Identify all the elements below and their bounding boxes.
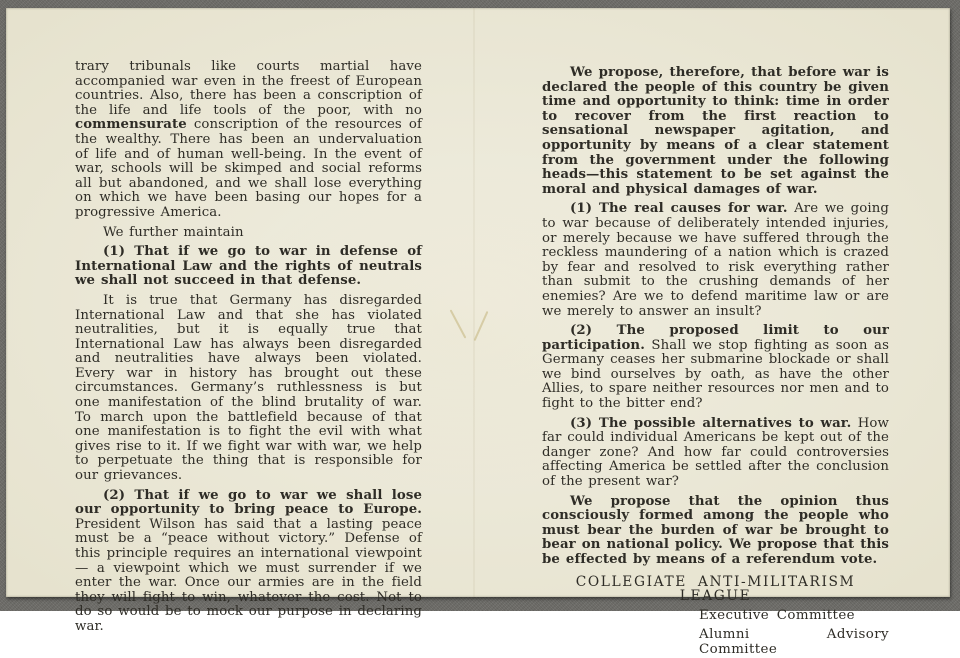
point-3-possible-alternatives-body: How far could individual Americans be kept out of the danger zone? And how far could controversies affecting America be settled after the conclusion of the present war?	[542, 415, 889, 490]
organization-name: COLLEGIATE ANTI-MILITARISM LEAGUE	[575, 573, 856, 605]
paragraph-courts-martial-pre: trary tribunals like courts martial have accompanied war even in the freest of European countries. Also, there has been a conscription of the life and life tools of the poor, with no	[75, 59, 422, 118]
paragraph-referendum-vote	[542, 495, 889, 568]
crease-mark	[474, 311, 489, 341]
executive-committee-line: Executive Committee	[699, 607, 855, 623]
crease-mark	[450, 309, 467, 338]
point-1-lead: (1) That if we go to war in defense of International Law and the rights of neutrals we shall not succeed in that defense.	[75, 244, 422, 289]
center-fold-line	[473, 8, 475, 597]
pamphlet-paper	[6, 8, 950, 657]
paragraph-we-propose-time	[542, 66, 889, 197]
point-2-proposed-limit-body: Shall we stop fighting as soon as Germany ceases her submarine blockade or shall we bind ourselves by oath, as have the other Allies, to spare neither resources nor men and to fight to the bitter end?	[542, 337, 889, 412]
point-2-proposed-limit-lead: (2) The proposed limit to our participation.	[542, 323, 889, 353]
point-3-possible-alternatives-lead: (3) The possible alternatives to war.	[570, 415, 852, 431]
paragraph-we-propose-time-text: We propose, therefore, that before war is declared the people of this country be given time and opportunity to think: time in order to recover from the first reaction to sensational newspaper agitation, and opportunity by means of a clear statement from the government under the following heads—this statement to be set against the moral and physical damages of war.	[542, 65, 889, 197]
paragraph-courts-martial-bold-word: commensurate	[75, 117, 187, 133]
paragraph-germany-neutralities: It is true that Germany has disregarded International Law and that she has violated neutralities, but it is equally true that International Law has always been disregarded and neutralities have always been violated. Every war in history has brought out these circumstances. Germany’s ruthlessness is but one manifestation of the blind brutality of war. To march upon the battlefield because of that one manifestation is to fight the evil with what gives rise to it. If we fight war with war, we help to perpetuate the thing that is responsible for our grievances.	[75, 292, 422, 484]
point-1-real-causes-body: Are we going to war because of deliberately intended injuries, or merely because we have suffered through the reckless maundering of a nation which is crazed by fear and resolved to risk everything rather than submit to the crushing demands of her enemies? Are we to defend maritime law or are we merely to answer an insult?	[542, 201, 889, 319]
point-1-international-law	[75, 245, 422, 289]
point-2-peace-to-europe	[75, 489, 422, 635]
paragraph-courts-martial	[75, 60, 422, 221]
alumni-advisory-committee-line: Alumni Advisory Committee	[699, 627, 889, 657]
point-1-real-causes-lead: (1) The real causes for war.	[570, 201, 788, 217]
point-3-possible-alternatives	[542, 417, 889, 490]
point-2-proposed-limit	[542, 324, 889, 412]
point-2-lead: (2) That if we go to war we shall lose our opportunity to bring peace to Europe.	[75, 487, 422, 518]
paragraph-we-further-maintain: We further maintain	[103, 224, 244, 240]
point-1-real-causes	[542, 202, 889, 319]
left-page	[75, 60, 422, 640]
paragraph-courts-martial-post: conscription of the resources of the wealthy. There has been an undervaluation of life and of human well-being. In the event of war, schools will be skimped and social reforms all but abandoned, and we shall lose everything on which we have been basing our hopes for a progressive America.	[75, 117, 422, 220]
point-2-body: President Wilson has said that a lasting peace must be a “peace without victory.” Defense of this principle requires an international viewpoint — a viewpoint which we must surrender if we enter the war. Once our armies are in the field they will fight to win, whatever the cost. Not to do so would be to mock our purpose in declaring war.	[75, 516, 422, 634]
right-page	[542, 66, 889, 658]
signature-block	[542, 575, 889, 658]
paragraph-referendum-vote-text: We propose that the opinion thus consciously formed among the people who must bear the burden of war be brought to bear on national policy. We propose that this be effected by means of a referendum vote.	[542, 493, 889, 567]
